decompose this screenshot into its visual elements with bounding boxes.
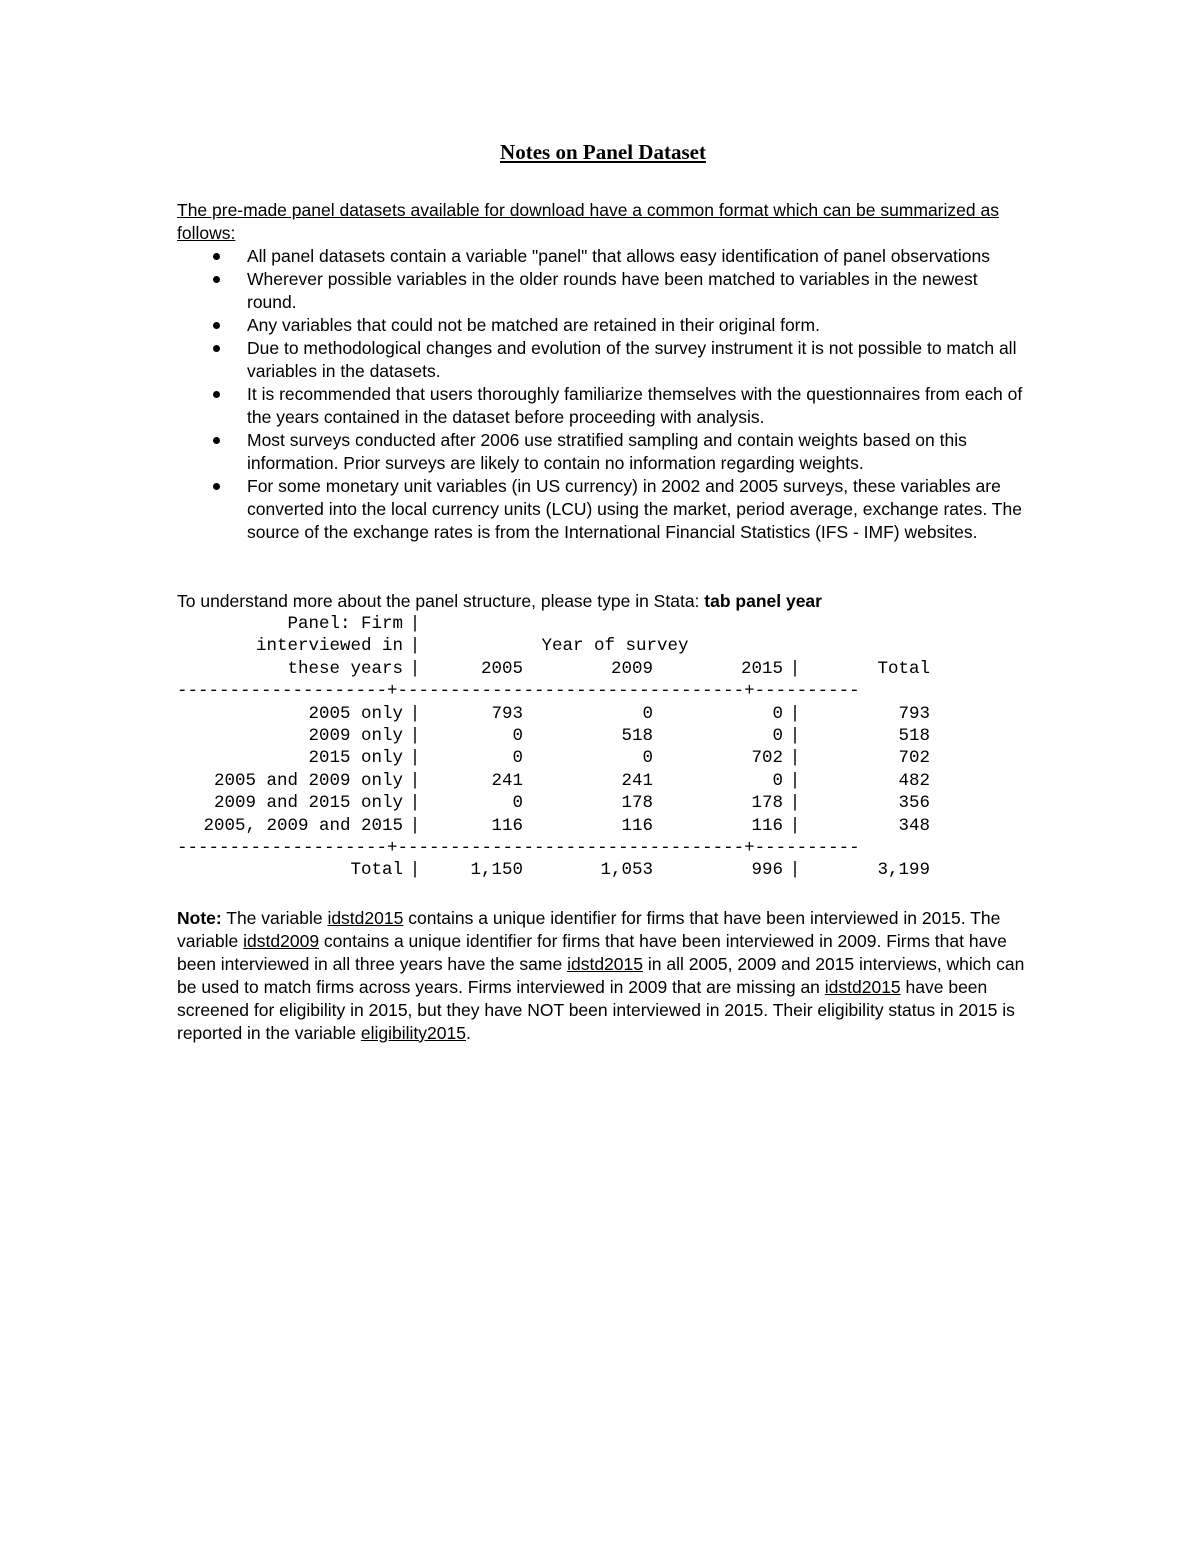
cell-2009: 0 [642,748,653,769]
column-divider: | [789,658,801,679]
table-header-row [177,613,930,635]
list-item-text: For some monetary unit variables (in US currency) in 2002 and 2005 surveys, these variables are converted into the local currency units (LCU) using the market, period average, exchange rates. The source of the exchange rates is from the International Financial Statistics (IFS - IMF) websites. [247,476,1022,542]
cell-total: 518 [898,726,930,747]
header-spacer [427,613,930,635]
note-paragraph [177,907,1027,1045]
cell-2009: 1,053 [600,860,653,881]
column-divider: | [409,614,421,634]
cell-2015: 116 [751,815,783,836]
list-item-text: Most surveys conducted after 2006 use stratified sampling and contain weights based on this information. Prior surveys are likely to contain no information regarding weights. [247,430,967,473]
table-separator: --------------------+---------------------------------+---------- [177,838,860,859]
cell-2005: 0 [512,748,523,769]
list-item-text: All panel datasets contain a variable "panel" that allows easy identification of panel observations [247,246,991,266]
note-text: in all 2005, 2009 and 2015 interviews, which can be used to match firms across years. Firms interviewed in 2009 that are missing an [177,953,1025,997]
list-item [177,383,1027,429]
column-header-2005-text: 2005 [480,658,523,679]
column-divider: | [409,815,421,836]
stata-command: tab panel year [704,591,822,611]
row-label: Total [350,860,403,881]
cell-total: 482 [898,770,930,791]
cell-2009: 241 [621,770,653,791]
cell-2005: 0 [512,726,523,747]
bullet-icon [213,253,220,260]
list-item [177,245,1027,268]
column-divider: | [409,860,421,881]
table-row [177,770,930,792]
variable-name: eligibility2015 [360,1022,466,1043]
table-separator: --------------------+---------------------------------+---------- [177,681,860,702]
table-row [177,725,930,747]
table-header-row [177,658,930,680]
variable-name: idstd2015 [327,907,404,928]
column-header-2015: 2015 [740,658,783,679]
table-header-row [177,635,930,657]
cell-2015: 0 [772,726,783,747]
cell-2009: 178 [621,793,653,814]
cell-total: 348 [898,815,930,836]
list-item-text: It is recommended that users thoroughly familiarize themselves with the questionnaires from each of the years contained in the dataset before proceeding with analysis. [247,384,1023,427]
cell-total: 793 [898,703,930,724]
column-header-2005 [427,658,523,680]
bullet-icon [213,276,220,283]
cell-2005: 241 [491,770,523,791]
stata-prompt-text: To understand more about the panel structure, please type in Stata: [177,591,705,611]
column-divider: | [409,793,421,814]
column-header-2009: 2009 [610,658,653,679]
cell-total: 3,199 [877,860,930,881]
row-label: 2009 only [308,726,403,747]
cell-2015: 702 [751,748,783,769]
column-divider: | [409,726,421,747]
table-separator-row [177,680,930,702]
column-divider: | [409,748,421,769]
table-row [177,703,930,725]
note-text: contains a unique identifier for firms that have been interviewed in 2015. The variable [177,907,1001,951]
bullet-icon [213,437,220,444]
list-item-text: Any variables that could not be matched are retained in their original form. [247,315,820,335]
bullet-icon [213,483,220,490]
cell-total: 356 [898,793,930,814]
row-label: 2015 only [308,748,403,769]
row-label: 2005 only [308,703,403,724]
cell-2015: 178 [751,793,783,814]
cell-2009: 116 [621,815,653,836]
table-row [177,747,930,769]
list-item-text: Due to methodological changes and evolution of the survey instrument it is not possible to match all variables in the datasets. [247,338,1017,381]
column-divider: | [789,726,801,747]
cell-2015: 0 [772,703,783,724]
document-page [177,140,1027,1045]
variable-name: idstd2015 [567,953,643,974]
cell-2005: 793 [491,703,523,724]
cell-2009: 518 [621,726,653,747]
list-item [177,337,1027,383]
list-item [177,429,1027,475]
cell-total: 702 [898,748,930,769]
row-label: 2009 and 2015 only [213,793,403,814]
row-label: 2005, 2009 and 2015 [203,815,403,836]
column-divider: | [789,860,801,881]
row-label: 2005 and 2009 only [213,770,403,791]
cell-2005: 1,150 [470,860,523,881]
column-divider: | [789,815,801,836]
note-text: contains a unique identifier for firms that have been interviewed in 2009. Firms that have been interviewed in all three years have the same [177,930,1007,974]
stata-instruction [177,590,1027,613]
bullet-icon [213,391,220,398]
note-label: Note: [177,907,222,928]
cell-2015: 0 [772,770,783,791]
column-header-total: Total [877,658,930,679]
column-divider: | [789,793,801,814]
header-spacer [783,635,930,657]
variable-name: idstd2009 [243,930,320,951]
variable-name: idstd2015 [824,976,901,997]
column-divider: | [789,703,801,724]
bullet-icon [213,322,220,329]
list-item [177,268,1027,314]
column-divider: | [789,748,801,769]
page-title: Notes on Panel Dataset [500,140,706,164]
cell-2015: 996 [751,860,783,881]
table-separator-row [177,837,930,859]
row-label-header-2: interviewed in [255,636,403,657]
stata-tabulation-table [177,613,930,882]
column-divider: | [409,770,421,791]
cell-2005: 0 [512,793,523,814]
list-item [177,475,1027,544]
column-divider: | [409,658,421,679]
note-text: The variable [221,907,328,928]
list-item [177,314,1027,337]
bullet-icon [213,345,220,352]
column-divider: | [409,636,421,657]
intro-paragraph: The pre-made panel datasets available for download have a common format which can be summarized as follows: [177,200,999,243]
row-label-header-3: these years [287,658,403,679]
row-label-header-1: Panel: Firm [287,614,403,634]
table-total-row [177,859,930,881]
note-text: . [465,1022,471,1043]
list-item-text: Wherever possible variables in the older rounds have been matched to variables in the newest round. [247,269,978,312]
bullet-list [177,245,1027,544]
table-row [177,815,930,837]
column-group-header: Year of survey [541,636,689,657]
cell-2005: 116 [491,815,523,836]
cell-2009: 0 [642,703,653,724]
column-divider: | [409,703,421,724]
column-divider: | [789,770,801,791]
table-row [177,792,930,814]
note-text: have been screened for eligibility in 2015, but they have NOT been interviewed in 2015. Their eligibility status in 2015 is reported in the variable [177,976,1015,1043]
